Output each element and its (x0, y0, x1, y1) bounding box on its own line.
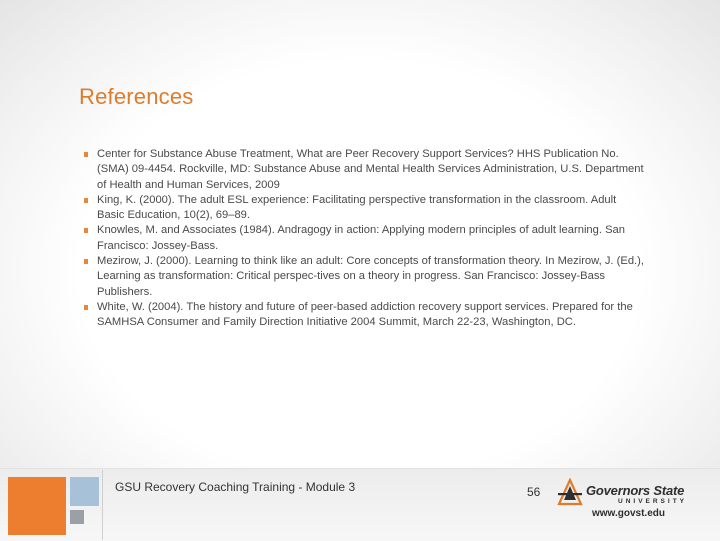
logo-name: Governors State (586, 483, 685, 498)
page-number: 56 (527, 485, 541, 499)
logo-url: www.govst.edu (592, 508, 665, 519)
bullet-icon (84, 305, 88, 310)
governors-state-logo-icon (556, 478, 584, 508)
decor-square-orange (8, 477, 66, 535)
bullet-icon (84, 152, 88, 157)
footer-divider (102, 470, 103, 540)
reference-item (84, 223, 644, 254)
bullet-icon (84, 198, 88, 203)
decor-square-gray (70, 510, 84, 524)
reference-text: King, K. (2000). The adult ESL experience: Facilitating perspective transformation in the classroom. Adult Basic Education, 10(2), 69–89. (97, 193, 617, 222)
decor-square-blue (70, 477, 99, 506)
logo-subtitle: UNIVERSITY (618, 498, 688, 505)
reference-item (84, 193, 644, 224)
slide-title: References (79, 84, 194, 109)
reference-item (84, 254, 644, 300)
reference-text: Mezirow, J. (2000). Learning to think like an adult: Core concepts of transformation theory. In Mezirow, J. (Ed.), Learning as transformation: Critical perspec-tives on a theory in progress. San Francisco: Jossey-Bass Publishers. (97, 255, 644, 298)
bullet-icon (84, 228, 88, 233)
bullet-icon (84, 259, 88, 264)
footer-text: GSU Recovery Coaching Training - Module 3 (115, 480, 356, 494)
reference-text: Center for Substance Abuse Treatment, What are Peer Recovery Support Services? HHS Publication No. (SMA) 09-4454. Rockville, MD: Substance Abuse and Mental Health Services Administration, U.S. Department of Health and Human Services, 2009 (97, 148, 644, 191)
reference-list (84, 147, 644, 331)
university-logo (556, 478, 696, 522)
reference-item (84, 147, 644, 193)
reference-text: Knowles, M. and Associates (1984). Andragogy in action: Applying modern principles of adult learning. San Francisco: Jossey-Bass. (97, 224, 625, 252)
reference-text: White, W. (2004). The history and future of peer-based addiction recovery support services. Prepared for the SAMHSA Consumer and Family Direction Initiative 2004 Summit, March 22-23, Washington, DC. (97, 300, 633, 329)
reference-item (84, 300, 644, 331)
